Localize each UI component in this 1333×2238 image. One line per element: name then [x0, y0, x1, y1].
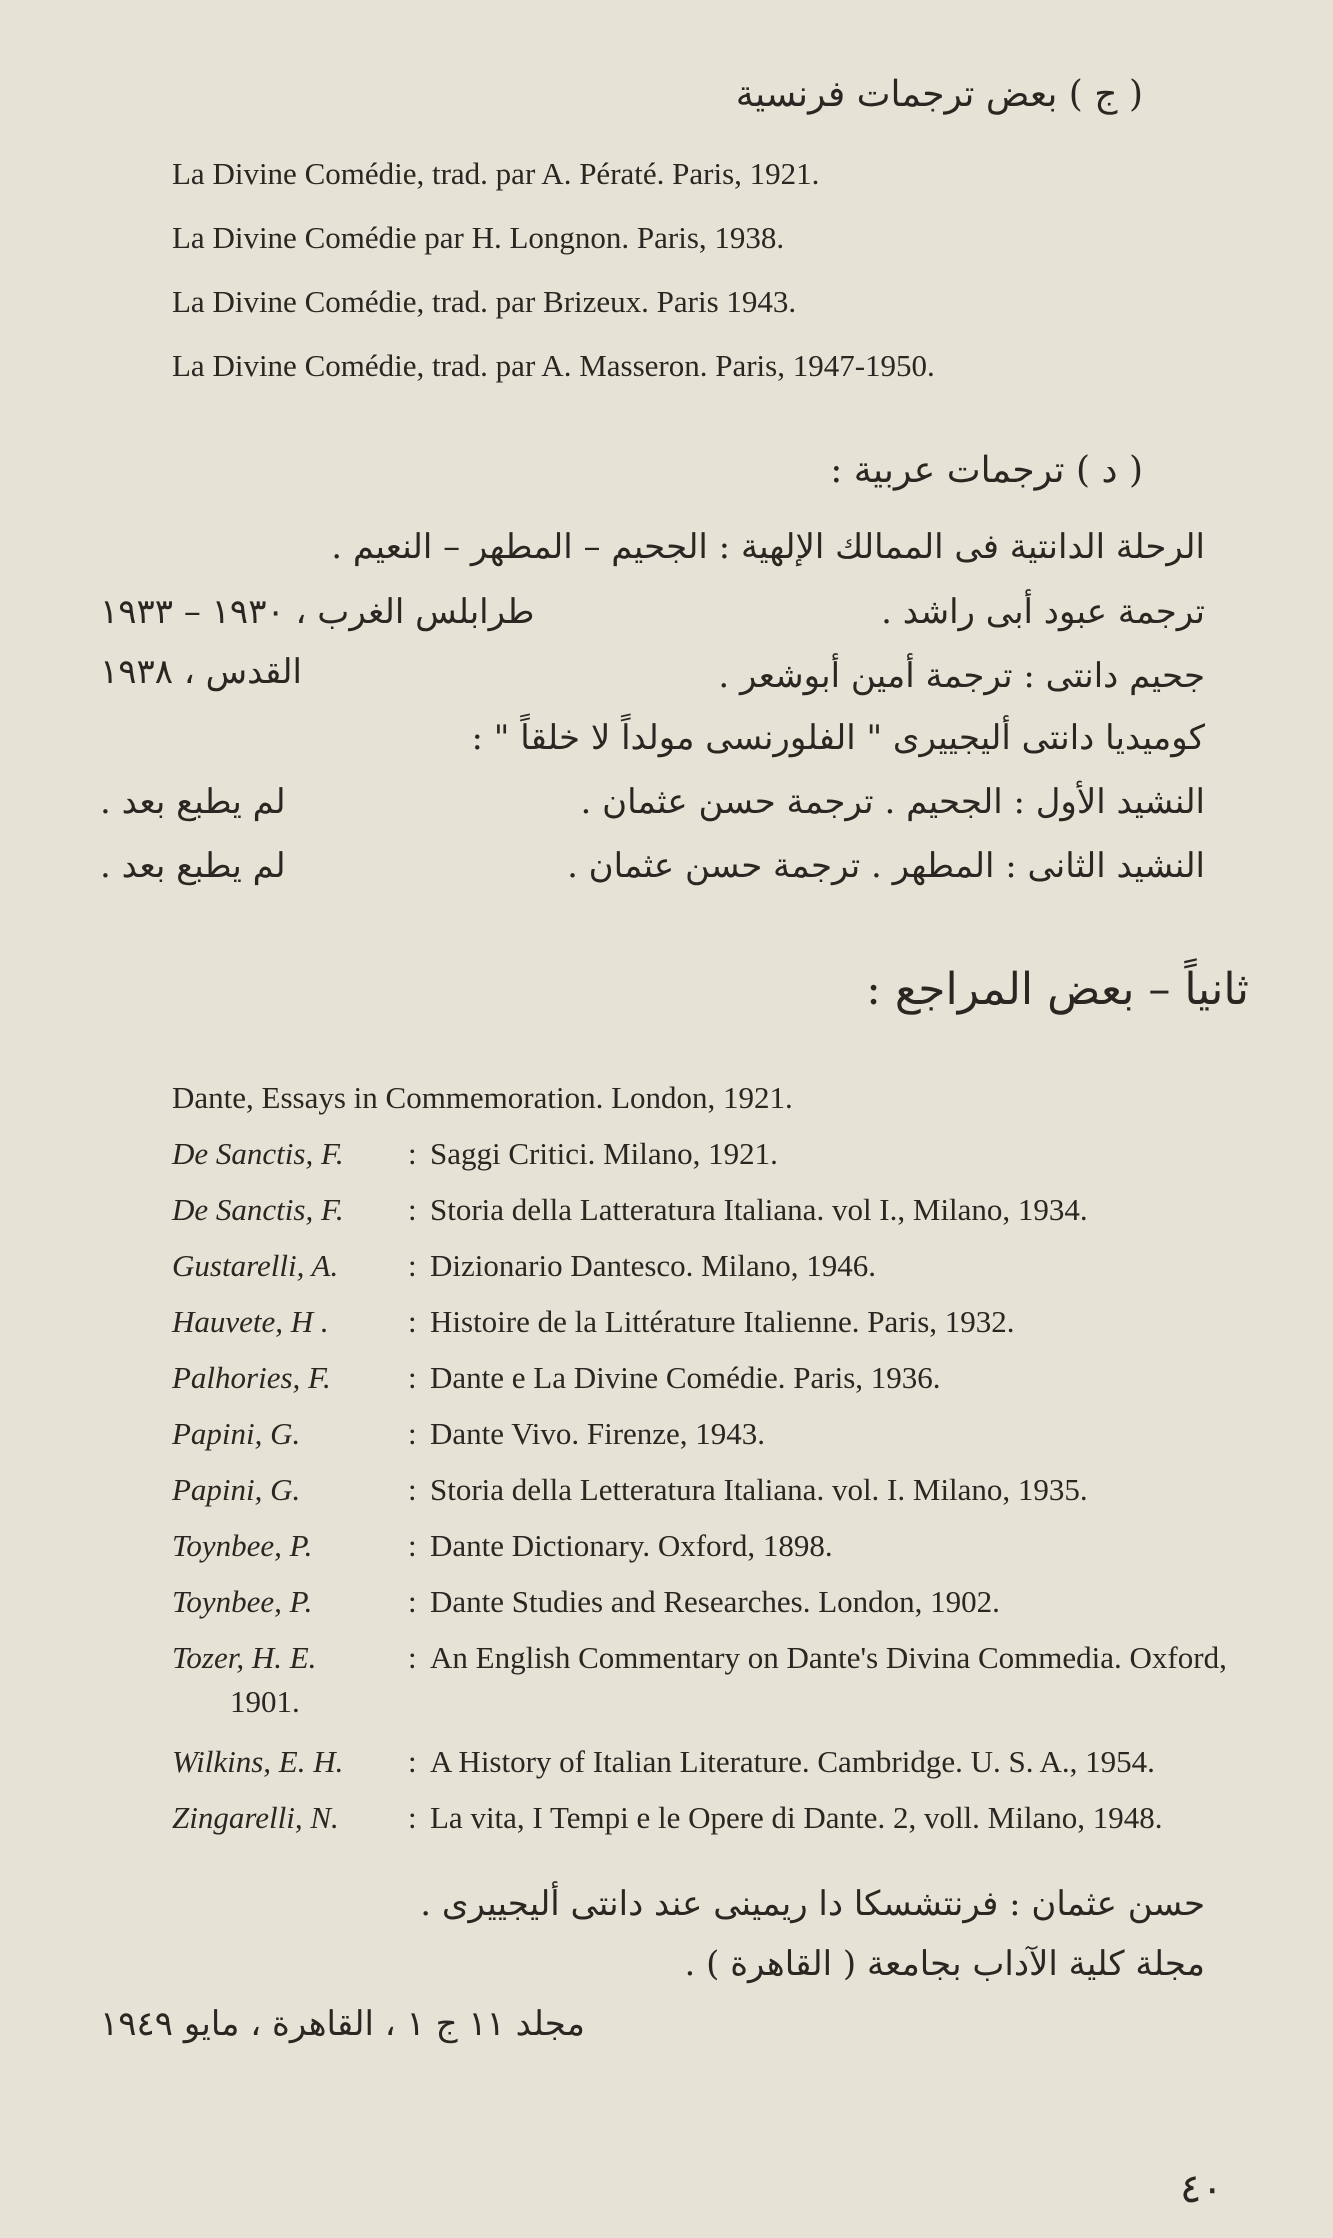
arabic-canto-2-status: لم يطبع بعد . [100, 846, 286, 886]
reference-title: Dizionario Dantesco. Milano, 1946. [430, 1248, 876, 1283]
arabic-translations-heading: ( د ) ترجمات عربية : [830, 450, 1143, 491]
french-item-2: La Divine Comédie par H. Longnon. Paris, 1938. [172, 220, 785, 255]
reference-item [172, 1472, 1088, 1508]
reference-item [172, 1192, 1088, 1228]
reference-item [172, 1136, 778, 1172]
references-heading: ثانياً – بعض المراجع : [866, 964, 1249, 1015]
article-line-1: حسن عثمان : فرنتشسكا دا ريمينى عند دانتى أليجييرى . [420, 1884, 1205, 1924]
arabic-canto-1: النشيد الأول : الجحيم . ترجمة حسن عثمان . [580, 782, 1205, 822]
reference-separator: : [408, 1360, 417, 1395]
reference-author: Papini, G. [172, 1416, 301, 1451]
reference-item [172, 1800, 1162, 1836]
reference-author: Papini, G. [172, 1472, 301, 1507]
page-number: ٤٠ [1180, 2166, 1223, 2212]
arabic-comedy-line: كوميديا دانتى أليجييرى " الفلورنسى مولداً لا خلقاً " : [471, 718, 1205, 758]
reference-author: Hauvete, H . [172, 1304, 329, 1339]
reference-item [172, 1416, 765, 1452]
reference-title: A History of Italian Literature. Cambridge. U. S. A., 1954. [430, 1744, 1155, 1779]
reference-item [172, 1360, 941, 1396]
reference-author: De Sanctis, F. [172, 1136, 344, 1171]
reference-author: Toynbee, P. [172, 1528, 313, 1563]
reference-author: Tozer, H. E. [172, 1640, 317, 1675]
arabic-place-2: القدس ، ١٩٣٨ [100, 652, 302, 692]
french-item-4: La Divine Comédie, trad. par A. Masseron. Paris, 1947-1950. [172, 348, 935, 383]
reference-author: Wilkins, E. H. [172, 1744, 344, 1779]
reference-title: Saggi Critici. Milano, 1921. [430, 1136, 778, 1171]
article-line-2: مجلة كلية الآداب بجامعة ( القاهرة ) . [684, 1944, 1205, 1984]
arabic-translator-1: ترجمة عبود أبى راشد . [881, 592, 1205, 632]
reference-title: Dante Vivo. Firenze, 1943. [430, 1416, 766, 1451]
reference-title: Storia della Latteratura Italiana. vol I., Milano, 1934. [430, 1192, 1088, 1227]
reference-item [172, 1528, 833, 1564]
reference-item [172, 1584, 1000, 1620]
reference-title: An English Commentary on Dante's Divina Commedia. Oxford, [430, 1640, 1227, 1675]
reference-separator: : [408, 1416, 417, 1451]
reference-separator: : [408, 1472, 417, 1507]
reference-separator: : [408, 1192, 417, 1227]
reference-title: Dante Dictionary. Oxford, 1898. [430, 1528, 833, 1563]
arabic-canto-2: النشيد الثانى : المطهر . ترجمة حسن عثمان . [567, 846, 1205, 886]
french-item-1: La Divine Comédie, trad. par A. Pératé. Paris, 1921. [172, 156, 820, 191]
french-translations-heading: ( ج ) بعض ترجمات فرنسية [735, 74, 1143, 115]
reference-item [172, 1248, 876, 1284]
french-item-3: La Divine Comédie, trad. par Brizeux. Paris 1943. [172, 284, 797, 319]
reference-continuation: 1901. [230, 1684, 300, 1719]
reference-author: Zingarelli, N. [172, 1800, 339, 1835]
arabic-place-1: طرابلس الغرب ، ١٩٣٠ – ١٩٣٣ [100, 592, 535, 632]
reference-separator: : [408, 1304, 417, 1339]
reference-separator: : [408, 1136, 417, 1171]
reference-author: Palhories, F. [172, 1360, 331, 1395]
arabic-title-line: الرحلة الدانتية فى الممالك الإلهية : الجحيم – المطهر – النعيم . [331, 527, 1205, 567]
reference-title: Storia della Letteratura Italiana. vol. I. Milano, 1935. [430, 1472, 1088, 1507]
reference-first: Dante, Essays in Commemoration. London, 1921. [172, 1080, 793, 1115]
reference-item [172, 1640, 1227, 1676]
arabic-work-2: جحيم دانتى : ترجمة أمين أبوشعر . [718, 656, 1205, 696]
reference-item [172, 1744, 1155, 1780]
reference-title: La vita, I Tempi e le Opere di Dante. 2, voll. Milano, 1948. [430, 1800, 1163, 1835]
reference-separator: : [408, 1584, 417, 1619]
reference-separator: : [408, 1248, 417, 1283]
reference-title: Histoire de la Littérature Italienne. Paris, 1932. [430, 1304, 1015, 1339]
arabic-canto-1-status: لم يطبع بعد . [100, 782, 286, 822]
reference-separator: : [408, 1800, 417, 1835]
reference-separator: : [408, 1528, 417, 1563]
reference-author: Gustarelli, A. [172, 1248, 339, 1283]
reference-item [172, 1304, 1015, 1340]
reference-separator: : [408, 1640, 417, 1675]
reference-title: Dante e La Divine Comédie. Paris, 1936. [430, 1360, 941, 1395]
reference-author: De Sanctis, F. [172, 1192, 344, 1227]
reference-author: Toynbee, P. [172, 1584, 313, 1619]
reference-separator: : [408, 1744, 417, 1779]
reference-title: Dante Studies and Researches. London, 1902. [430, 1584, 1000, 1619]
article-line-3: مجلد ١١ ج ١ ، القاهرة ، مايو ١٩٤٩ [100, 2004, 585, 2044]
